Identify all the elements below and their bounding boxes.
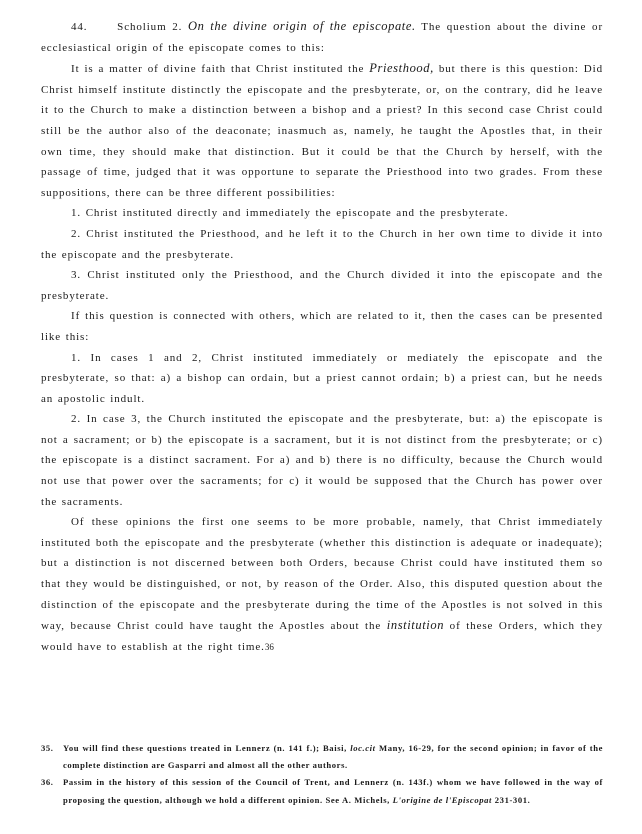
section-title: On the divine origin of the episcopate. [188, 19, 416, 33]
footnote-36 [41, 774, 603, 808]
possibility-1: 1. Christ instituted directly and immediately the episcopate and the presbyterate. [71, 207, 509, 220]
scholium-label: Scholium 2. [117, 21, 183, 33]
section-intro: The question about the divine or ecclesiastical origin of the episcopate comes to this: [41, 21, 604, 54]
possibility-2: 2. Christ instituted the Priesthood, and he left it to the Church in her own time to divide it into the episcopate and the presbyterate. [41, 227, 603, 261]
footnote-text: 231-301. [494, 794, 531, 805]
footnote-reference: 36 [264, 641, 274, 652]
paragraph-text: but there is this question: Did Christ himself institute distinctly the episcopate and the presbyterate, or, on the contrary, did he leave it to the Church to make a distinction between a bishop and a priest? In this second case Christ could still be the author also of the deaconate; inasmuch as, namely, he taught the Apostles that, in their own time, they should make that distinction. But it could be that the Church by herself, with the passage of time, judged that it was opportune to separate the Priesthood into two grades. From these suppositions, there can be three different possibilities: [41, 63, 604, 199]
emphasis-priesthood: Priesthood, [369, 61, 434, 76]
paragraph-text: of these Orders, which they would have to establish at the right time. [41, 620, 603, 653]
section-heading-paragraph [41, 16, 603, 58]
footnote-text: You will find these questions treated in Lennerz (n. 141 f.); Baisi, [63, 743, 347, 753]
main-text [41, 16, 603, 657]
paragraph-priesthood [41, 58, 603, 203]
footnote-35 [41, 740, 603, 774]
paragraph-opinions [41, 512, 603, 657]
case-1: 1. In cases 1 and 2, Christ instituted immediately or mediately the episcopate and the presbyterate, so that: a) a bishop can ordain, but a priest cannot ordain; b) a priest can, but he needs an apostolic indult. [41, 351, 603, 405]
paragraph-text: It is a matter of divine faith that Christ instituted the [71, 63, 365, 76]
paragraph-cases-intro: If this question is connected with others, which are related to it, then the cases can be presented like this: [41, 310, 603, 343]
footnotes [41, 740, 603, 809]
footnote-number: 36. [41, 777, 54, 788]
footnote-number: 35. [41, 743, 54, 753]
footnote-text: Passim in the history of this session of the Council of Trent, and Lennerz (n. 143f.) whom we have followed in the way of proposing the question, although we hold a different opinion. See A. Michels, [63, 777, 603, 805]
section-number: 44. [71, 21, 88, 33]
footnote-emphasis: L'origine de l'Episcopat [392, 794, 493, 805]
footnote-emphasis: loc.cit [350, 743, 376, 753]
emphasis-institution: institution [386, 618, 445, 633]
footnote-text: Many, 16-29, for the second opinion; in favor of the complete distinction are Gasparri and almost all the other authors. [63, 743, 604, 771]
paragraph-text: Of these opinions the first one seems to be more probable, namely, that Christ immediately instituted both the episcopate and the presbyterate (whether this distinction is adequate or inadequate); but a distinction is not discerned between both Orders, because Christ could have instituted them so that they would be distinguished, or not, by reason of the Order. Also, this disputed question about the distinction of the episcopate and the presbyterate during the time of the Apostles is not solved in this way, because Christ could have taught the Apostles about the [41, 516, 603, 633]
case-2: 2. In case 3, the Church instituted the episcopate and the presbyterate, but: a) the episcopate is not a sacrament; or b) the episcopate is a sacrament, but it is not distinct from the presbyterate; or c) the episcopate is a distinct sacrament. For a) and b) there is no difficulty, because the Church would not use that power over the sacraments; for c) it would be supposed that the Church has power over the sacraments. [41, 413, 603, 508]
possibility-3: 3. Christ instituted only the Priesthood, and the Church divided it into the episcopate and the presbyterate. [41, 269, 603, 302]
